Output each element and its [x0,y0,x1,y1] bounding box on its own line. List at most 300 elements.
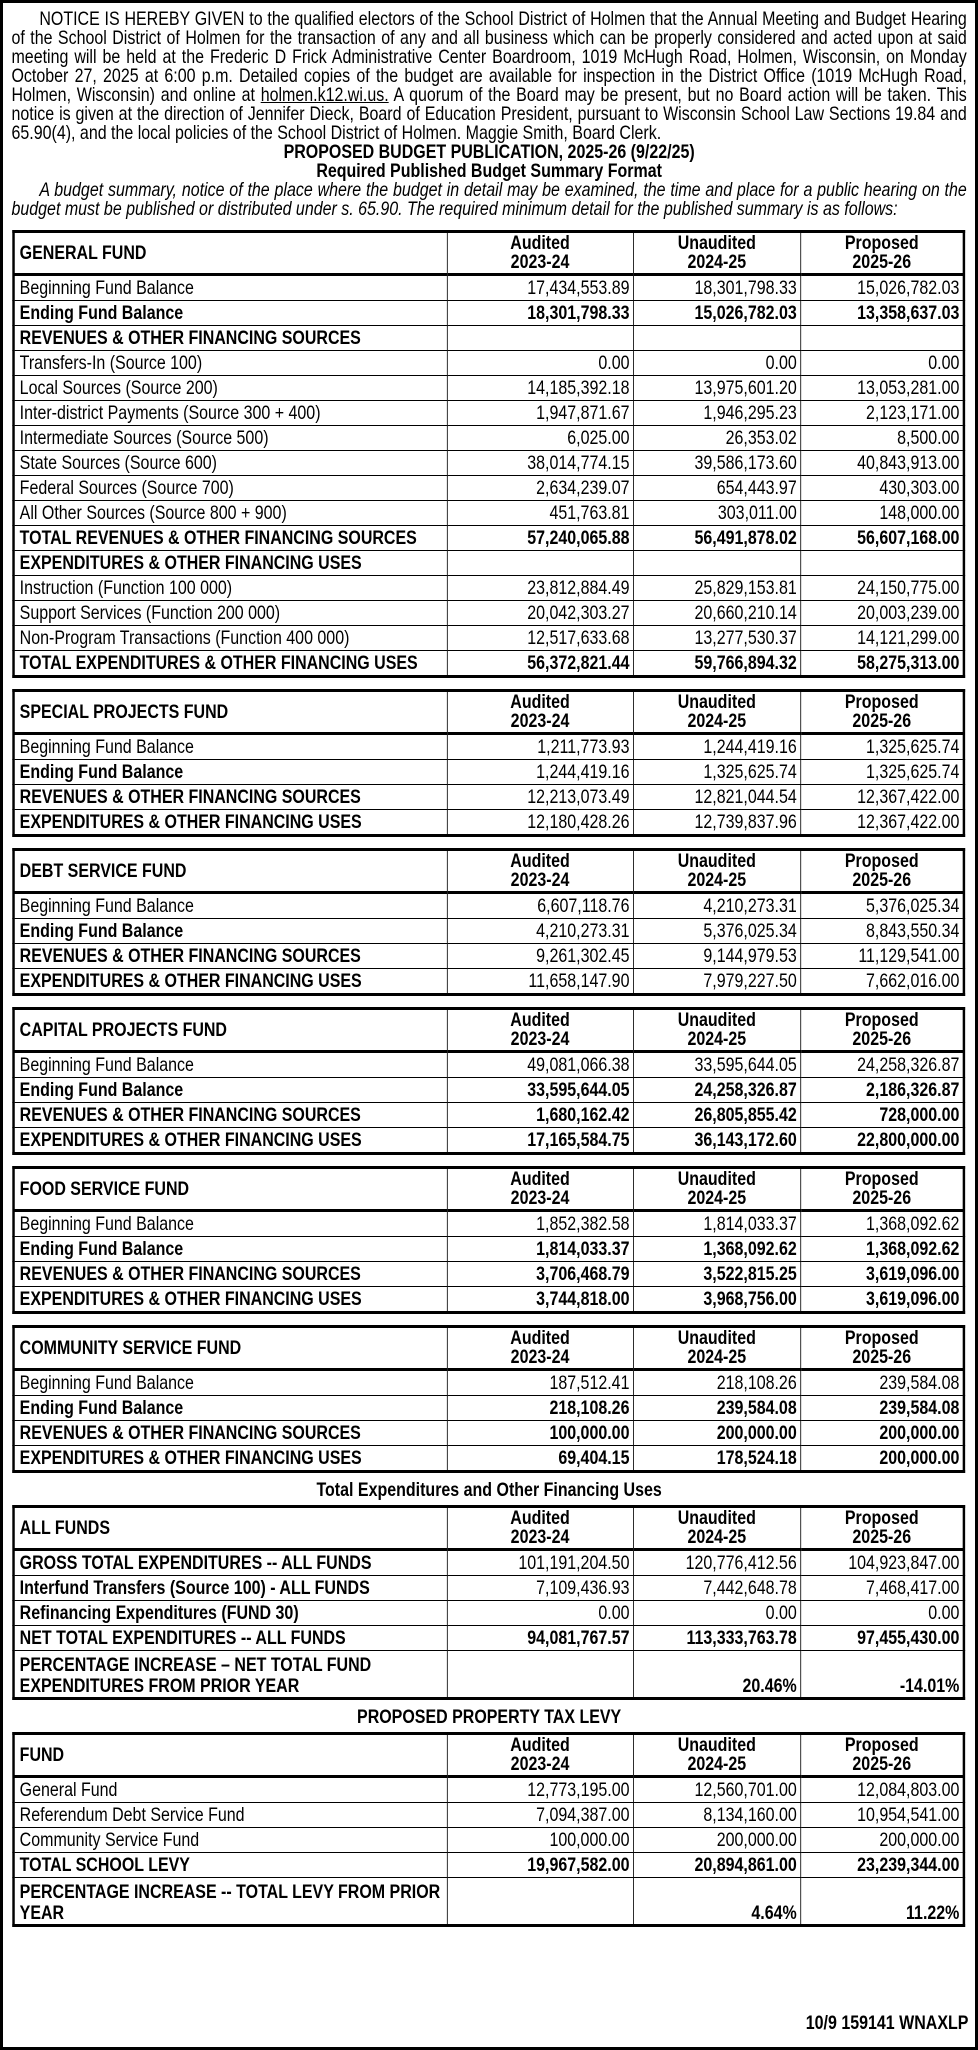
row-value: 3,619,096.00 [800,1287,963,1313]
row-value: 239,584.08 [800,1396,963,1421]
row-label: Transfers-In (Source 100) [14,351,447,376]
table-row [14,476,964,501]
row-value: 97,455,430.00 [800,1626,963,1651]
row-value: 0.00 [633,351,800,376]
table-row [14,601,964,626]
row-label: Refinancing Expenditures (FUND 30) [14,1601,447,1626]
column-year: 2025-26 [852,1028,912,1050]
row-value: 1,947,871.67 [447,401,633,426]
fund-table [12,1732,965,1927]
notice-paragraph [11,10,966,143]
row-value: 1,244,419.16 [633,734,800,760]
row-value: 100,000.00 [447,1828,633,1853]
table-row [14,1421,964,1446]
row-value: 12,180,428.26 [447,810,633,836]
row-label: Inter-district Payments (Source 300 + 400) [14,401,447,426]
table-header [14,1734,964,1777]
row-value: 6,025.00 [447,426,633,451]
row-value: 15,026,782.03 [633,301,800,326]
column-header [447,1734,633,1777]
column-year: 2025-26 [852,1346,912,1368]
row-label: TOTAL REVENUES & OTHER FINANCING SOURCES [14,526,447,551]
row-value [447,551,633,576]
table-header [14,850,964,893]
row-value: 3,619,096.00 [800,1262,963,1287]
row-label: Beginning Fund Balance [14,275,447,301]
row-label: Ending Fund Balance [14,760,447,785]
row-value: 24,258,326.87 [633,1078,800,1103]
column-header [447,1327,633,1370]
row-value: 101,191,204.50 [447,1550,633,1576]
row-label: NET TOTAL EXPENDITURES -- ALL FUNDS [14,1626,447,1651]
column-status: Audited [510,1507,570,1529]
column-status: Audited [510,1327,570,1349]
row-value: 728,000.00 [800,1103,963,1128]
table-row [14,1396,964,1421]
row-value: 5,376,025.34 [633,919,800,944]
column-year: 2025-26 [852,869,912,891]
row-value: 1,325,625.74 [633,760,800,785]
column-status: Unaudited [677,1009,756,1031]
column-header [633,1734,800,1777]
column-header [633,1507,800,1550]
district-website-link[interactable]: holmen.k12.wi.us. [260,84,389,106]
row-value: 1,814,033.37 [633,1211,800,1237]
row-value: 1,325,625.74 [800,734,963,760]
column-year: 2023-24 [510,710,570,732]
table-row [14,1777,964,1803]
row-value: 56,372,821.44 [447,651,633,677]
fund-title: FOOD SERVICE FUND [14,1168,447,1211]
row-label: State Sources (Source 600) [14,451,447,476]
row-value: 218,108.26 [633,1370,800,1396]
row-label: REVENUES & OTHER FINANCING SOURCES [14,1421,447,1446]
table-row [14,919,964,944]
section-title: Total Expenditures and Other Financing Uses [316,1479,662,1501]
row-value: 14,185,392.18 [447,376,633,401]
row-label: Federal Sources (Source 700) [14,476,447,501]
column-year: 2024-25 [687,710,747,732]
row-value [800,326,963,351]
row-value: 187,512.41 [447,1370,633,1396]
column-header [800,232,963,275]
row-value: 654,443.97 [633,476,800,501]
row-value: 94,081,767.57 [447,1626,633,1651]
intro-paragraph: A budget summary, notice of the place where the budget in detail may be examined, the time and place for a public hearing on the budget must be published or distributed under s. 65.90. The required minimum detail for the published summary is as follows: [11,179,967,220]
row-value: 2,186,326.87 [800,1078,963,1103]
table-row [14,1626,964,1651]
row-value: 12,084,803.00 [800,1777,963,1803]
row-value: 56,491,878.02 [633,526,800,551]
table-row [14,760,964,785]
row-value: 57,240,065.88 [447,526,633,551]
row-value: 11.22% [800,1878,963,1926]
row-label: TOTAL EXPENDITURES & OTHER FINANCING USES [14,651,447,677]
column-year: 2023-24 [510,251,570,273]
capital-projects-fund-table [12,1007,965,1155]
column-year: 2025-26 [852,251,912,273]
row-value: 8,134,160.00 [633,1803,800,1828]
column-year: 2024-25 [687,1028,747,1050]
row-value: 13,277,530.37 [633,626,800,651]
row-value: 11,658,147.90 [447,969,633,995]
row-value: 13,975,601.20 [633,376,800,401]
row-value: 26,353.02 [633,426,800,451]
row-value: 1,368,092.62 [800,1211,963,1237]
row-value: 17,165,584.75 [447,1128,633,1154]
column-status: Unaudited [677,691,756,713]
row-value: 2,634,239.07 [447,476,633,501]
column-status: Audited [510,1168,570,1190]
fund-title: CAPITAL PROJECTS FUND [14,1009,447,1052]
table-row [14,785,964,810]
row-label: Community Service Fund [14,1828,447,1853]
row-value: 24,150,775.00 [800,576,963,601]
column-status: Proposed [844,1734,919,1756]
row-value: 0.00 [447,351,633,376]
row-label: Instruction (Function 100 000) [14,576,447,601]
table-row [14,351,964,376]
table-row [14,1601,964,1626]
table-row [14,426,964,451]
column-status: Unaudited [677,232,756,254]
row-value: 200,000.00 [633,1828,800,1853]
special-projects-fund-table [12,689,965,837]
column-header [633,1327,800,1370]
row-value: 11,129,541.00 [800,944,963,969]
row-value [800,551,963,576]
column-header [633,691,800,734]
row-value: 7,094,387.00 [447,1803,633,1828]
row-value: 20,042,303.27 [447,601,633,626]
column-header [800,850,963,893]
row-value: 7,979,227.50 [633,969,800,995]
row-value: 12,213,073.49 [447,785,633,810]
row-value: 12,821,044.54 [633,785,800,810]
row-label: Non-Program Transactions (Function 400 000) [14,626,447,651]
row-label: Local Sources (Source 200) [14,376,447,401]
debt-service-fund-table [12,848,965,996]
table-row [14,401,964,426]
table-header [14,1009,964,1052]
row-value: 430,303.00 [800,476,963,501]
fund-title: COMMUNITY SERVICE FUND [14,1327,447,1370]
table-row [14,651,964,677]
table-row [14,1237,964,1262]
row-value [633,326,800,351]
column-year: 2023-24 [510,1346,570,1368]
column-header [800,1168,963,1211]
table-header [14,1168,964,1211]
table-row [14,1262,964,1287]
row-value: 17,434,553.89 [447,275,633,301]
row-label: Ending Fund Balance [14,1078,447,1103]
row-value: 24,258,326.87 [800,1052,963,1078]
row-value: 18,301,798.33 [633,275,800,301]
row-value: 1,852,382.58 [447,1211,633,1237]
row-value [447,326,633,351]
row-label: REVENUES & OTHER FINANCING SOURCES [14,785,447,810]
column-status: Unaudited [677,1168,756,1190]
row-value: 49,081,066.38 [447,1052,633,1078]
table-row [14,1853,964,1878]
row-value: 3,744,818.00 [447,1287,633,1313]
column-status: Audited [510,850,570,872]
column-status: Unaudited [677,1507,756,1529]
column-year: 2023-24 [510,869,570,891]
row-value: 148,000.00 [800,501,963,526]
table-row [14,734,964,760]
row-value: 20,894,861.00 [633,1853,800,1878]
row-value: 12,560,701.00 [633,1777,800,1803]
row-value: 239,584.08 [800,1370,963,1396]
row-value: 200,000.00 [800,1421,963,1446]
table-row [14,969,964,995]
column-header [800,1507,963,1550]
column-year: 2024-25 [687,251,747,273]
row-value: 9,144,979.53 [633,944,800,969]
row-value: 1,325,625.74 [800,760,963,785]
table-row [14,626,964,651]
fund-title: SPECIAL PROJECTS FUND [14,691,447,734]
all-funds-table [12,1505,965,1700]
ad-reference-code: 10/9 159141 WNAXLP [805,2012,969,2034]
table-row [14,1878,964,1926]
table-row [14,1370,964,1396]
row-label: EXPENDITURES & OTHER FINANCING USES [14,1287,447,1313]
table-row [14,451,964,476]
row-value [447,1651,633,1699]
column-header [447,232,633,275]
row-value: 20,003,239.00 [800,601,963,626]
column-year: 2023-24 [510,1526,570,1548]
row-value: 12,367,422.00 [800,785,963,810]
row-label: TOTAL SCHOOL LEVY [14,1853,447,1878]
row-label: EXPENDITURES & OTHER FINANCING USES [14,1128,447,1154]
row-value: 12,773,195.00 [447,1777,633,1803]
row-value: 14,121,299.00 [800,626,963,651]
row-value: 7,468,417.00 [800,1576,963,1601]
row-label: Support Services (Function 200 000) [14,601,447,626]
table-row [14,1446,964,1472]
row-value: 3,968,756.00 [633,1287,800,1313]
row-value: 1,211,773.93 [447,734,633,760]
row-value: 36,143,172.60 [633,1128,800,1154]
column-year: 2023-24 [510,1753,570,1775]
column-header [447,691,633,734]
publication-title: PROPOSED BUDGET PUBLICATION, 2025-26 (9/22/25) [283,141,695,163]
column-status: Proposed [844,1009,919,1031]
row-value: 1,368,092.62 [800,1237,963,1262]
table-row [14,1550,964,1576]
row-label: GROSS TOTAL EXPENDITURES -- ALL FUNDS [14,1550,447,1576]
row-label: Beginning Fund Balance [14,1052,447,1078]
section-title: PROPOSED PROPERTY TAX LEVY [357,1706,622,1728]
column-status: Audited [510,232,570,254]
row-value: 100,000.00 [447,1421,633,1446]
row-label: Beginning Fund Balance [14,1211,447,1237]
row-value: 33,595,644.05 [447,1078,633,1103]
column-status: Unaudited [677,1327,756,1349]
row-label: EXPENDITURES & OTHER FINANCING USES [14,1446,447,1472]
row-value: 40,843,913.00 [800,451,963,476]
table-header [14,1327,964,1370]
column-header [800,1327,963,1370]
row-value: 13,358,637.03 [800,301,963,326]
row-value: 3,522,815.25 [633,1262,800,1287]
row-value: 58,275,313.00 [800,651,963,677]
column-header [447,1507,633,1550]
row-value: 10,954,541.00 [800,1803,963,1828]
row-value: 38,014,774.15 [447,451,633,476]
row-label: REVENUES & OTHER FINANCING SOURCES [14,1103,447,1128]
row-value: 7,109,436.93 [447,1576,633,1601]
table-header [14,691,964,734]
column-status: Proposed [844,850,919,872]
column-status: Unaudited [677,1734,756,1756]
row-value: 3,706,468.79 [447,1262,633,1287]
row-label: REVENUES & OTHER FINANCING SOURCES [14,326,447,351]
row-value: -14.01% [800,1651,963,1699]
row-value: 69,404.15 [447,1446,633,1472]
row-value: 5,376,025.34 [800,893,963,919]
table-header [14,232,964,275]
table-row [14,301,964,326]
column-year: 2025-26 [852,1526,912,1548]
row-value: 104,923,847.00 [800,1550,963,1576]
column-status: Proposed [844,1168,919,1190]
row-value [633,551,800,576]
table-row [14,810,964,836]
column-header [447,1009,633,1052]
row-value: 451,763.81 [447,501,633,526]
row-label: EXPENDITURES & OTHER FINANCING USES [14,810,447,836]
row-label: Ending Fund Balance [14,1396,447,1421]
row-label: PERCENTAGE INCREASE – NET TOTAL FUND EXPENDITURES FROM PRIOR YEAR [14,1651,447,1699]
column-status: Unaudited [677,850,756,872]
general-fund-table [12,230,965,678]
fund-title: FUND [14,1734,447,1777]
fund-title: ALL FUNDS [14,1507,447,1550]
row-value: 7,662,016.00 [800,969,963,995]
row-value: 9,261,302.45 [447,944,633,969]
row-value: 8,500.00 [800,426,963,451]
row-label: Ending Fund Balance [14,1237,447,1262]
column-status: Audited [510,1734,570,1756]
row-value: 239,584.08 [633,1396,800,1421]
row-value: 2,123,171.00 [800,401,963,426]
row-label: PERCENTAGE INCREASE -- TOTAL LEVY FROM PRIOR YEAR [14,1878,447,1926]
row-value: 120,776,412.56 [633,1550,800,1576]
table-row [14,893,964,919]
row-value: 7,442,648.78 [633,1576,800,1601]
row-value: 12,367,422.00 [800,810,963,836]
table-row [14,576,964,601]
row-label: Beginning Fund Balance [14,893,447,919]
row-value: 23,812,884.49 [447,576,633,601]
column-year: 2025-26 [852,1187,912,1209]
row-label: Interfund Transfers (Source 100) - ALL FUNDS [14,1576,447,1601]
notice-text: NOTICE IS HEREBY GIVEN to the qualified electors of the School District of Holmen that the Annual Meeting and Budget Hearing of the School District of Holmen for the transaction of any and all business which can be properly considered and acted upon at said meeting will be held at the Frederic D Frick Administrative Center Boardroom, 1019 McHugh Road, Holmen, Wisconsin, on Monday October 27, 2025 at 6:00 p.m. Detailed copies of the budget are available for inspection in the District Office (1019 McHugh Road, Holmen, Wisconsin) and online at [11,8,967,106]
row-value: 23,239,344.00 [800,1853,963,1878]
column-header [633,1168,800,1211]
table-row [14,1103,964,1128]
notice-text-continued: A quorum of the Board may be present, but no Board action will be taken. This notice is given at the direction of Jennifer Dieck, Board of Education President, pursuant to Wisconsin School Law Sections 19.84 and 65.90(4), and the local policies of the School District of Holmen. Maggie Smith, Board Clerk. [11,84,967,144]
column-year: 2024-25 [687,1526,747,1548]
row-value: 0.00 [447,1601,633,1626]
row-value: 8,843,550.34 [800,919,963,944]
row-value: 4,210,273.31 [633,893,800,919]
row-value: 1,680,162.42 [447,1103,633,1128]
row-value: 19,967,582.00 [447,1853,633,1878]
table-row [14,275,964,301]
column-status: Proposed [844,232,919,254]
table-row [14,1576,964,1601]
row-value: 0.00 [800,1601,963,1626]
row-value: 26,805,855.42 [633,1103,800,1128]
row-value: 12,517,633.68 [447,626,633,651]
row-value: 6,607,118.76 [447,893,633,919]
fund-title: GENERAL FUND [14,232,447,275]
row-label: Referendum Debt Service Fund [14,1803,447,1828]
column-header [447,850,633,893]
row-value: 200,000.00 [800,1828,963,1853]
row-value: 113,333,763.78 [633,1626,800,1651]
table-header [14,1507,964,1550]
row-label: Intermediate Sources (Source 500) [14,426,447,451]
table-row [14,944,964,969]
row-value: 1,814,033.37 [447,1237,633,1262]
column-year: 2025-26 [852,710,912,732]
column-year: 2023-24 [510,1028,570,1050]
row-value: 33,595,644.05 [633,1052,800,1078]
row-value: 22,800,000.00 [800,1128,963,1154]
row-value: 25,829,153.81 [633,576,800,601]
row-value: 4,210,273.31 [447,919,633,944]
row-label: EXPENDITURES & OTHER FINANCING USES [14,551,447,576]
column-year: 2024-25 [687,1346,747,1368]
table-row [14,1128,964,1154]
column-status: Audited [510,1009,570,1031]
row-value: 218,108.26 [447,1396,633,1421]
row-value: 178,524.18 [633,1446,800,1472]
row-label: All Other Sources (Source 800 + 900) [14,501,447,526]
table-row [14,326,964,351]
row-label: EXPENDITURES & OTHER FINANCING USES [14,969,447,995]
row-label: Beginning Fund Balance [14,734,447,760]
table-row [14,376,964,401]
row-value: 59,766,894.32 [633,651,800,677]
row-value: 13,053,281.00 [800,376,963,401]
row-label: Ending Fund Balance [14,919,447,944]
column-status: Audited [510,691,570,713]
row-value: 18,301,798.33 [447,301,633,326]
column-header [633,1009,800,1052]
column-year: 2024-25 [687,1753,747,1775]
column-year: 2025-26 [852,1753,912,1775]
table-row [14,1052,964,1078]
row-value: 39,586,173.60 [633,451,800,476]
row-value: 20.46% [633,1651,800,1699]
column-header [447,1168,633,1211]
row-value: 0.00 [800,351,963,376]
row-value: 1,244,419.16 [447,760,633,785]
row-value: 4.64% [633,1878,800,1926]
column-header [633,850,800,893]
row-value: 200,000.00 [800,1446,963,1472]
table-row [14,1211,964,1237]
column-header [800,1009,963,1052]
